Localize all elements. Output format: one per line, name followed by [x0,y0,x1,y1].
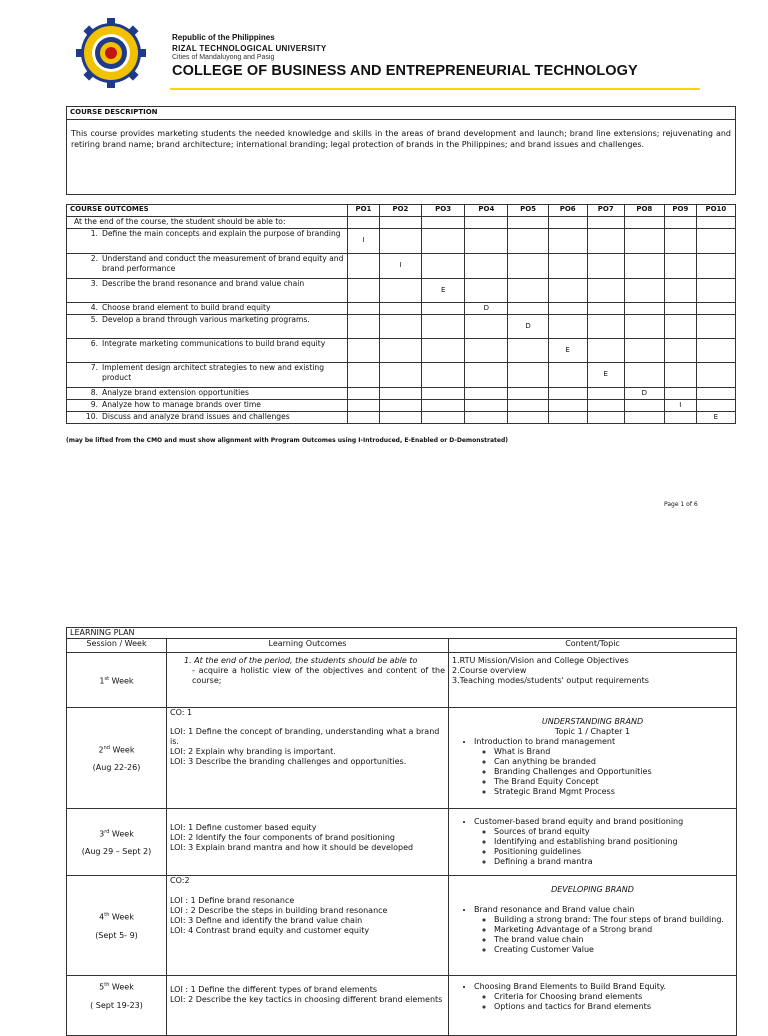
outcome-mark: E [696,412,735,424]
plan-row-week-3 [67,809,737,876]
outcome-text: Integrate marketing communications to build brand equity [102,339,326,348]
week-cell: 4th Week (Sept 5- 9) [67,876,167,976]
week-cell: 2nd Week (Aug 22-26) [67,708,167,809]
course-description-heading: COURSE DESCRIPTION [67,107,736,120]
week-outcomes: LOI: 1 Define customer based equity LOI: 2 Identify the four components of brand positioning LOI: 3 Explain brand mantra and how it should be developed [167,809,449,876]
outcome-row: 8. Analyze brand extension opportunities D [67,388,736,400]
po-header: PO5 [508,205,548,217]
outcome-mark: D [508,315,548,339]
course-description-text: This course provides marketing students the needed knowledge and skills in the areas of brand development and launch; brand line extensions; rejuvenating and retiring brand name; brand architecture; international branding; legal protection of brands in the Philippines; and brand issues and challenges. [67,120,736,195]
page-number: Page 1 of 6 [664,501,698,508]
outcome-mark: I [347,229,379,254]
week-outcomes: CO: 1 LOI: 1 Define the concept of branding, understanding what a brand is. LOI: 2 Explain why branding is important. LOI: 3 Describe the branding challenges and opportunities. [167,708,449,809]
college-title: COLLEGE OF BUSINESS AND ENTREPRENEURIAL TECHNOLOGY [172,63,638,79]
section-title: DEVELOPING BRAND [551,885,634,894]
week-content: • Choosing Brand Elements to Build Brand Equity. ◦ Criteria for Choosing brand elements ◦ Options and tactics for Brand elements [449,976,737,1036]
outcome-text: Define the main concepts and explain the purpose of branding [102,229,341,238]
po-header: PO1 [347,205,379,217]
outcome-row: 1. Define the main concepts and explain the purpose of branding I [67,229,736,254]
outcomes-note: (may be lifted from the CMO and must show alignment with Program Outcomes using I-Introduced, E-Enabled or D-Demonstrated) [66,437,508,444]
outcome-row: 3. Describe the brand resonance and brand value chain E [67,279,736,303]
week-outcomes: LOI : 1 Define the different types of brand elements LOI: 2 Describe the key tactics in choosing different brand elements [167,976,449,1036]
learning-plan-title: LEARNING PLAN [67,628,737,639]
outcome-mark: I [664,400,696,412]
col-outcomes-header: Learning Outcomes [167,639,449,653]
outcome-text: Analyze how to manage brands over time [102,400,261,409]
week-dates: (Aug 22-26) [92,763,141,773]
po-header-row [67,205,736,217]
course-description-table [66,106,736,195]
po-header: PO7 [587,205,624,217]
outcome-row: 5. Develop a brand through various marketing programs. D [67,315,736,339]
week-cell: 5th Week ( Sept 19-23) [67,976,167,1036]
week-cell: 1st Week [67,653,167,708]
week-outcomes: CO:2 LOI : 1 Define brand resonance LOI : 2 Describe the steps in building brand resonance LOI: 3 Define and identify the brand value chain LOI: 4 Contrast brand equity and customer equity [167,876,449,976]
outcome-row: 6. Integrate marketing communications to build brand equity E [67,339,736,363]
outcome-row: 4. Choose brand element to build brand equity D [67,303,736,315]
col-content-header: Content/Topic [449,639,737,653]
university-seal [62,18,160,88]
outcome-text: Understand and conduct the measurement of brand equity and brand performance [102,254,344,273]
section-title: UNDERSTANDING BRAND [541,717,644,726]
outcome-mark: E [587,363,624,388]
outcomes-intro: At the end of the course, the student should be able to: [67,217,348,229]
col-session-header: Session / Week [67,639,167,653]
learning-plan-table [66,627,737,1036]
outcome-row: 7. Implement design architect strategies to new and existing product E [67,363,736,388]
outcome-mark: D [465,303,508,315]
republic-line: Republic of the Philippines [172,33,275,42]
po-header: PO9 [664,205,696,217]
cities-line: Cities of Mandaluyong and Pasig [172,54,275,61]
outcome-row: 10. Discuss and analyze brand issues and challenges E [67,412,736,424]
po-header: PO2 [379,205,421,217]
plan-row-week-2 [67,708,737,809]
outcome-mark: E [548,339,587,363]
outcome-text: Develop a brand through various marketing programs. [102,315,310,324]
outcome-text: Choose brand element to build brand equity [102,303,271,312]
outcome-row: 2. Understand and conduct the measurement of brand equity and brand performance I [67,254,736,279]
outcome-text: Discuss and analyze brand issues and challenges [102,412,290,421]
plan-row-week-4 [67,876,737,976]
po-header: PO3 [422,205,465,217]
outcome-text: Describe the brand resonance and brand value chain [102,279,305,288]
plan-row-week-1 [67,653,737,708]
week-outcomes: 1. At the end of the period, the students should be able to - acquire a holistic view of the objectives and content of the course; [167,653,449,708]
po-header: PO4 [465,205,508,217]
week-content: • Customer-based brand equity and brand positioning ◦ Sources of brand equity ◦ Identifying and establishing brand positioning ◦ Positioning guidelines ◦ Defining a brand mantra [449,809,737,876]
course-outcomes-heading: COURSE OUTCOMES [67,205,348,217]
week-dates: (Aug 29 – Sept 2) [81,847,152,857]
outcome-mark: E [422,279,465,303]
po-header: PO10 [696,205,735,217]
week-content: 1.RTU Mission/Vision and College Objectives 2.Course overview 3.Teaching modes/students' output requirements [449,653,737,708]
week-cell: 3rd Week (Aug 29 – Sept 2) [67,809,167,876]
plan-row-week-5 [67,976,737,1036]
outcome-text: Analyze brand extension opportunities [102,388,249,397]
outcome-row: 9. Analyze how to manage brands over time I [67,400,736,412]
university-name: RIZAL TECHNOLOGICAL UNIVERSITY [172,44,327,53]
po-header: PO6 [548,205,587,217]
outcome-text: Implement design architect strategies to new and existing product [102,363,325,382]
outcomes-intro-row [67,217,736,229]
outcome-mark: D [624,388,664,400]
outcome-mark: I [379,254,421,279]
week-dates: ( Sept 19-23) [90,1000,143,1010]
po-header: PO8 [624,205,664,217]
week-content: DEVELOPING BRAND • Brand resonance and Brand value chain ◦ Building a strong brand: The four steps of brand building. ◦ Marketing Advantage of a Strong brand ◦ The brand value chain ◦ Creating Customer Value [449,876,737,976]
course-outcomes-table [66,204,736,424]
week-dates: (Sept 5- 9) [95,930,138,940]
week-content: UNDERSTANDING BRAND Topic 1 / Chapter 1 • Introduction to brand management ◦ What is Brand ◦ Can anything be branded ◦ Branding Challenges and Opportunities ◦ The Brand Equity Concept ◦ Strategic Brand Mgmt Process [449,708,737,809]
header-rule [170,88,700,90]
